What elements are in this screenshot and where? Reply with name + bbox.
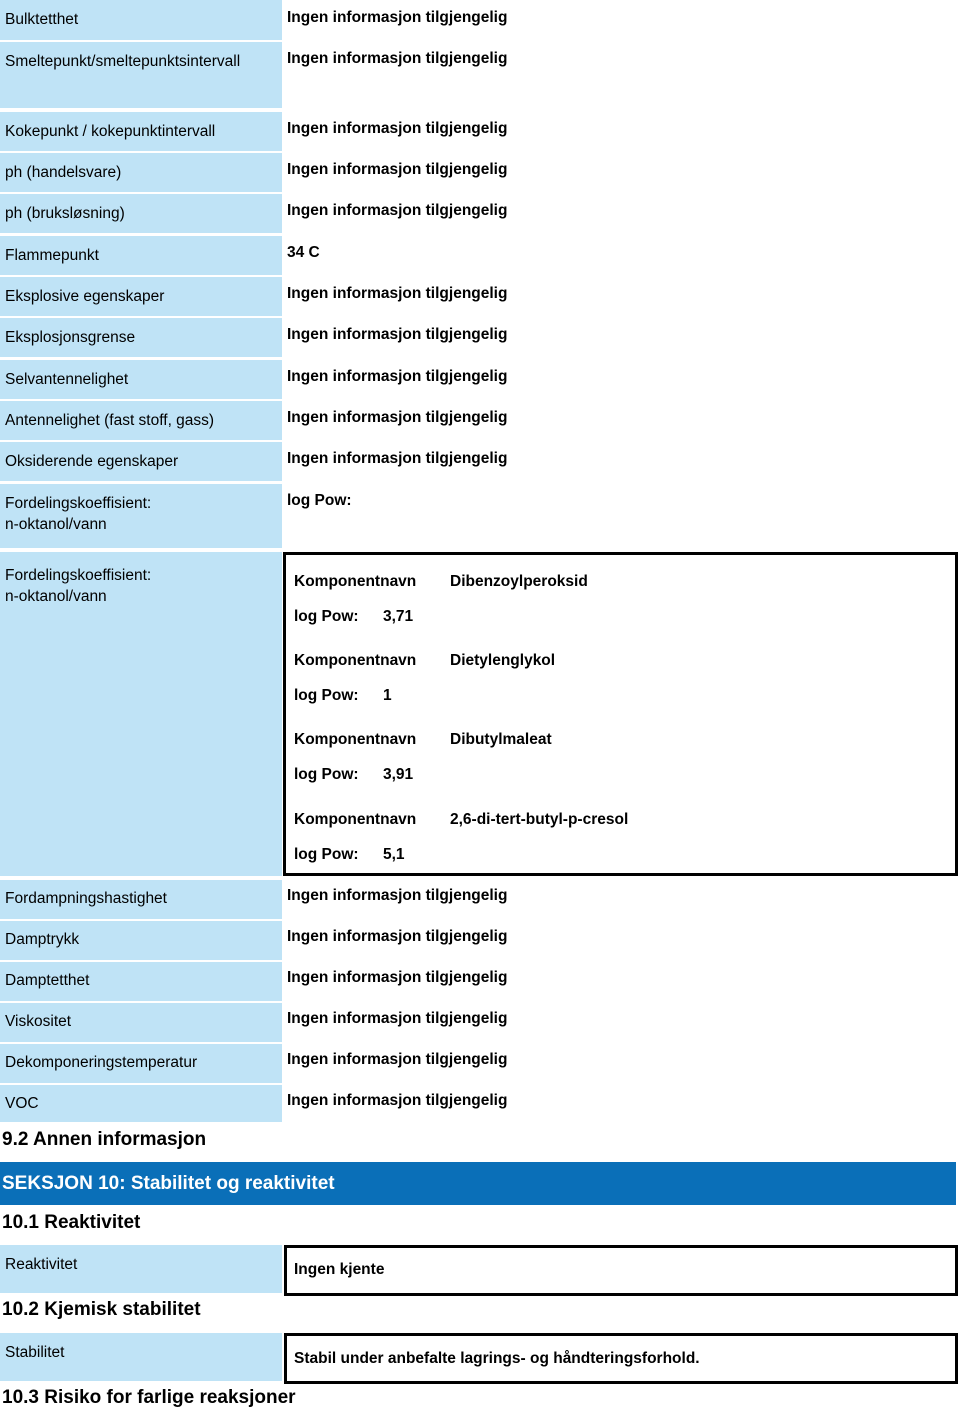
component-name-value: Dibutylmaleat — [450, 731, 552, 748]
component-name-value: 2,6-di-tert-butyl-p-cresol — [450, 811, 629, 828]
row-value-boiling-point: Ingen informasjon tilgjengelig — [287, 120, 508, 137]
row-label-reactivity: Reaktivitet — [0, 1245, 282, 1293]
row-label-bulk-density: Bulktetthet — [0, 0, 282, 40]
row-label-flammability: Antennelighet (fast stoff, gass) — [0, 401, 282, 440]
row-label-ph-solution: ph (bruksløsning) — [0, 194, 282, 233]
stability-value-box — [284, 1333, 958, 1384]
row-label-voc: VOC — [0, 1085, 282, 1122]
component-name-label: Komponentnavn — [294, 811, 417, 828]
row-value-melting-point: Ingen informasjon tilgjengelig — [287, 50, 508, 67]
heading-reactivity: 10.1 Reaktivitet — [2, 1212, 141, 1233]
row-label-melting-point: Smeltepunkt/smeltepunktsintervall — [0, 42, 282, 108]
component-logpow-value: 3,71 — [383, 608, 414, 625]
row-value-oxidising: Ingen informasjon tilgjengelig — [287, 450, 508, 467]
row-label-ph-commercial: ph (handelsvare) — [0, 153, 282, 192]
partition-components-box — [283, 552, 958, 876]
row-label-flash-point: Flammepunkt — [0, 236, 282, 275]
section-10-bar: SEKSJON 10: Stabilitet og reaktivitet — [0, 1162, 956, 1205]
component-logpow-value: 3,91 — [383, 766, 414, 783]
row-label-explosion-limit: Eksplosjonsgrense — [0, 318, 282, 357]
row-label-evaporation-rate: Fordampningshastighet — [0, 880, 282, 919]
row-value-viscosity: Ingen informasjon tilgjengelig — [287, 1010, 508, 1027]
component-logpow-value: 1 — [383, 687, 392, 704]
row-value-ph-commercial: Ingen informasjon tilgjengelig — [287, 161, 508, 178]
partition-components-label-line2: n-oktanol/vann — [5, 588, 107, 605]
component-logpow-label: log Pow: — [294, 766, 359, 783]
row-label-vapour-density: Damptetthet — [0, 962, 282, 1001]
row-value-ph-solution: Ingen informasjon tilgjengelig — [287, 202, 508, 219]
row-label-self-ignition: Selvantennelighet — [0, 360, 282, 399]
row-label-partition-coefficient — [0, 484, 282, 548]
partition-label-line1: Fordelingskoeffisient: — [5, 495, 152, 512]
component-logpow-label: log Pow: — [294, 687, 359, 704]
row-label-explosive-properties: Eksplosive egenskaper — [0, 277, 282, 316]
heading-hazardous-reactions: 10.3 Risiko for farlige reaksjoner — [2, 1387, 296, 1408]
stability-value: Stabil under anbefalte lagrings- og håndteringsforhold. — [294, 1350, 700, 1367]
row-value-self-ignition: Ingen informasjon tilgjengelig — [287, 368, 508, 385]
reactivity-value-box — [284, 1245, 958, 1296]
row-value-bulk-density: Ingen informasjon tilgjengelig — [287, 9, 508, 26]
component-logpow-value: 5,1 — [383, 846, 405, 863]
row-value-explosive-properties: Ingen informasjon tilgjengelig — [287, 285, 508, 302]
row-label-vapour-pressure: Damptrykk — [0, 921, 282, 960]
heading-other-information: 9.2 Annen informasjon — [2, 1129, 207, 1150]
row-label-partition-components — [0, 552, 282, 876]
row-value-vapour-pressure: Ingen informasjon tilgjengelig — [287, 928, 508, 945]
row-label-decomposition-temperature: Dekomponeringstemperatur — [0, 1044, 282, 1083]
row-value-flash-point: 34 C — [287, 244, 320, 261]
row-value-decomposition-temperature: Ingen informasjon tilgjengelig — [287, 1051, 508, 1068]
partition-label-line2: n-oktanol/vann — [5, 516, 107, 533]
component-name-value: Dietylenglykol — [450, 652, 556, 669]
row-value-flammability: Ingen informasjon tilgjengelig — [287, 409, 508, 426]
partition-components-label-line1: Fordelingskoeffisient: — [5, 567, 152, 584]
component-name-label: Komponentnavn — [294, 652, 417, 669]
component-logpow-label: log Pow: — [294, 608, 359, 625]
row-value-evaporation-rate: Ingen informasjon tilgjengelig — [287, 887, 508, 904]
row-value-voc: Ingen informasjon tilgjengelig — [287, 1092, 508, 1109]
row-value-partition-coefficient: log Pow: — [287, 492, 352, 509]
component-logpow-label: log Pow: — [294, 846, 359, 863]
heading-chemical-stability: 10.2 Kjemisk stabilitet — [2, 1299, 201, 1320]
row-label-stability: Stabilitet — [0, 1333, 282, 1381]
row-label-boiling-point: Kokepunkt / kokepunktintervall — [0, 112, 282, 151]
row-value-vapour-density: Ingen informasjon tilgjengelig — [287, 969, 508, 986]
row-label-viscosity: Viskositet — [0, 1003, 282, 1042]
component-name-label: Komponentnavn — [294, 573, 417, 590]
component-name-value: Dibenzoylperoksid — [450, 573, 588, 590]
component-name-label: Komponentnavn — [294, 731, 417, 748]
row-label-oxidising: Oksiderende egenskaper — [0, 442, 282, 481]
reactivity-value: Ingen kjente — [294, 1261, 385, 1278]
row-value-explosion-limit: Ingen informasjon tilgjengelig — [287, 326, 508, 343]
